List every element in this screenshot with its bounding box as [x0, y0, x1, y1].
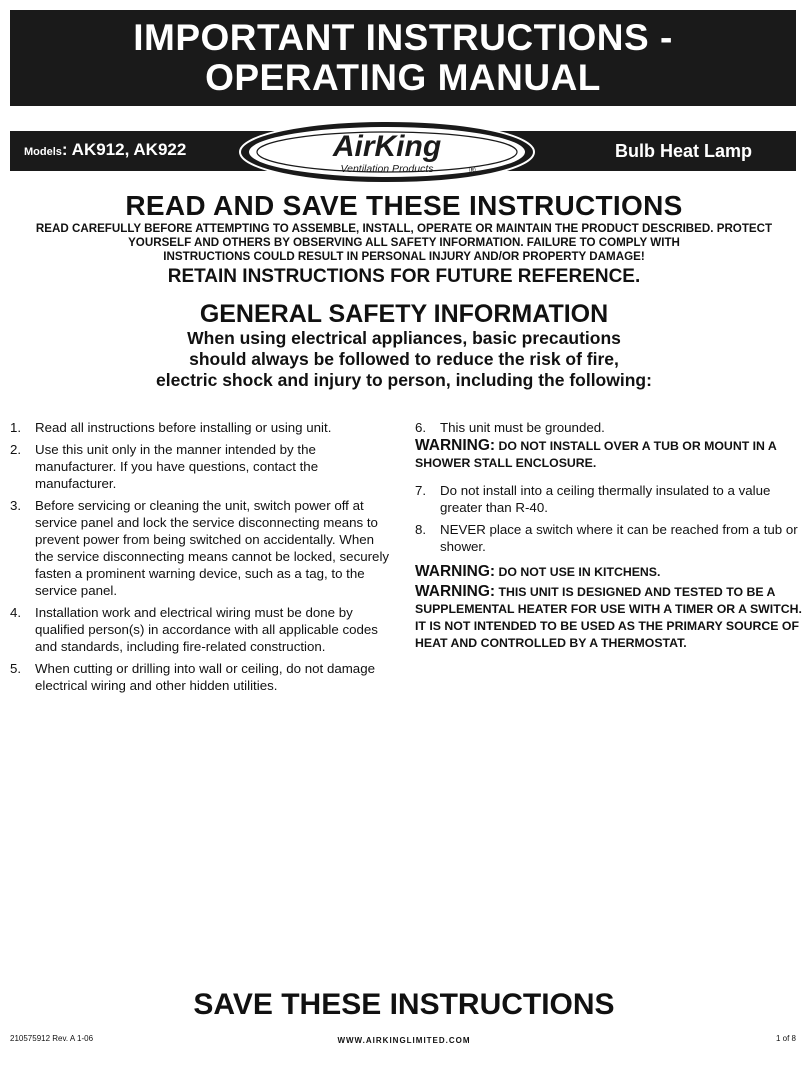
logo-tagline: Ventilation Products [340, 163, 434, 175]
read-save-body [6, 222, 802, 264]
warning-kitchens [415, 563, 803, 581]
item-text: This unit must be grounded. [440, 420, 605, 435]
item-text: Use this unit only in the manner intended by the manufacturer. If you have questions, contact the manufacturer. [35, 442, 319, 491]
item-text: Read all instructions before installing or using unit. [35, 420, 332, 435]
warning-tub-shower [415, 437, 803, 472]
item-text: Installation work and electrical wiring must be done by qualified person(s) in accordance with all applicable codes and standards, including fire-related construction. [35, 605, 378, 654]
list-item [10, 604, 395, 655]
read-save-line2: YOURSELF AND OTHERS BY OBSERVING ALL SAFETY INFORMATION. FAILURE TO COMPLY WITH [128, 236, 680, 249]
list-item [10, 660, 395, 694]
models-value: AK912, AK922 [67, 140, 187, 159]
safety-intro-line2: should always be followed to reduce the risk of fire, [189, 349, 619, 369]
page-number: 1 of 8 [775, 1034, 796, 1043]
list-item [10, 441, 395, 492]
logo-brand: AirKing [332, 130, 442, 163]
list-item [415, 482, 803, 516]
product-name: Bulb Heat Lamp [614, 141, 752, 161]
item-number: 1. [10, 420, 22, 435]
warning-label: WARNING: [415, 437, 496, 454]
item-text: NEVER place a switch where it can be reached from a tub or shower. [440, 522, 798, 554]
read-save-heading: READ AND SAVE THESE INSTRUCTIONS [125, 190, 683, 221]
safety-intro-line1: When using electrical appliances, basic precautions [187, 328, 621, 348]
item-number: 5. [10, 661, 22, 676]
item-number: 3. [10, 498, 22, 513]
models-separator: : [61, 140, 68, 159]
read-save-line1: READ CAREFULLY BEFORE ATTEMPTING TO ASSEMBLE, INSTALL, OPERATE OR MAINTAIN THE PRODUCT DESCRIBED. PROTECT [35, 222, 773, 235]
item-number: 2. [10, 442, 22, 457]
retain-instructions: RETAIN INSTRUCTIONS FOR FUTURE REFERENCE. [167, 266, 641, 287]
airking-logo [237, 118, 537, 186]
safety-list-right [415, 419, 803, 662]
website-url: WWW.AIRKINGLIMITED.COM [337, 1036, 471, 1045]
list-item [10, 497, 395, 599]
page-title-line2: OPERATING MANUAL [205, 57, 601, 98]
warning-text: DO NOT INSTALL OVER A TUB OR MOUNT IN A SHOWER STALL ENCLOSURE. [415, 439, 777, 470]
page-title-line1: IMPORTANT INSTRUCTIONS - [133, 17, 673, 58]
safety-heading: GENERAL SAFETY INFORMATION [199, 300, 609, 328]
list-item [415, 419, 803, 436]
warning-label: WARNING: [415, 583, 496, 600]
list-item [10, 419, 395, 436]
warning-supplemental-heater [415, 583, 803, 652]
title-banner [10, 10, 796, 106]
models-info [24, 140, 186, 160]
item-number: 8. [415, 522, 427, 537]
item-number: 6. [415, 420, 427, 435]
safety-intro-line3: electric shock and injury to person, including the following: [156, 370, 652, 390]
item-text: Do not install into a ceiling thermally insulated to a value greater than R-40. [440, 483, 771, 515]
item-text: When cutting or drilling into wall or ceiling, do not damage electrical wiring and other hidden utilities. [35, 661, 375, 693]
safety-intro [0, 328, 808, 391]
warning-label: WARNING: [415, 563, 496, 580]
warning-text: DO NOT USE IN KITCHENS. [495, 565, 661, 579]
read-save-line3: INSTRUCTIONS COULD RESULT IN PERSONAL INJURY AND/OR PROPERTY DAMAGE! [163, 250, 645, 263]
safety-list-left [10, 419, 395, 699]
registered-mark: ® [469, 165, 476, 175]
warning-text: THIS UNIT IS DESIGNED AND TESTED TO BE A SUPPLEMENTAL HEATER FOR USE WITH A TIMER OR A SWITCH. IT IS NOT INTENDED TO BE USED AS THE PRIMARY SOURCE OF HEAT AND CONTROLLED BY A THERMOSTAT. [415, 585, 802, 650]
item-number: 4. [10, 605, 22, 620]
save-instructions-footer: SAVE THESE INSTRUCTIONS [193, 988, 615, 1021]
list-item [415, 521, 803, 555]
item-text: Before servicing or cleaning the unit, switch power off at service panel and lock the service disconnecting means to prevent power from being switched on accidentally. When the service disconnecting means cannot be locked, securely fasten a prominent warning device, such as a tag, to the service panel. [35, 498, 390, 598]
models-label: Models [24, 146, 62, 158]
revision-number: 210575912 Rev. A 1-06 [10, 1034, 94, 1043]
item-number: 7. [415, 483, 427, 498]
